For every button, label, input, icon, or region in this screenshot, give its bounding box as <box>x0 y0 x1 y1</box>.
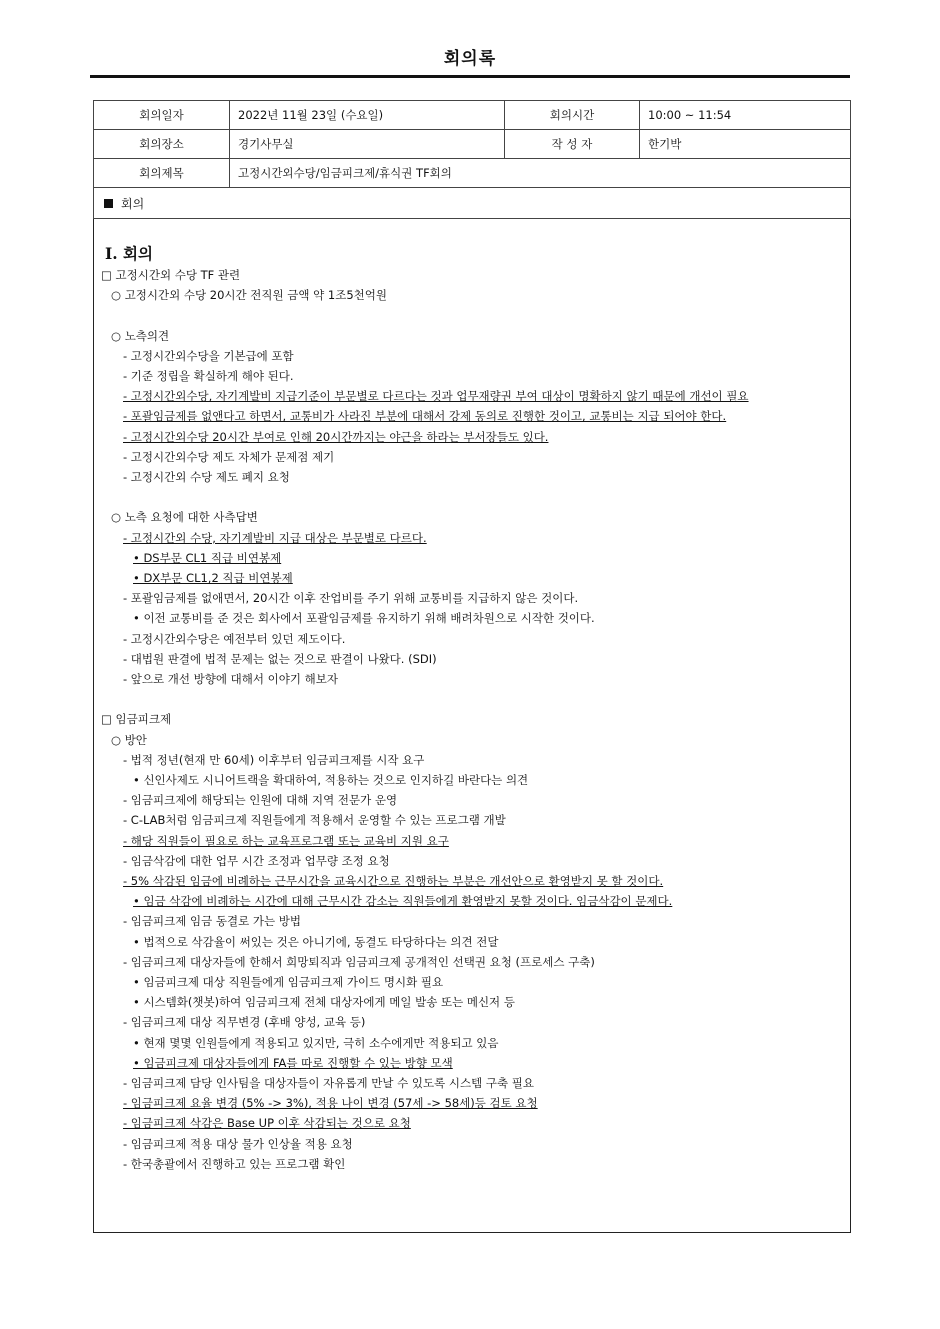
minutes-line: - 고정시간외수당 20시간 부여로 인해 20시간까지는 야근을 하라는 부서장들도 있다. <box>123 429 549 444</box>
minutes-line: • 임금 삭감에 비례하는 시간에 대해 근무시간 감소는 직원들에게 환영받지 못할 것이다. 임금삭감이 문제다. <box>133 894 673 909</box>
minutes-line: - 고정시간외수당 제도 자체가 문제점 제기 <box>123 449 335 464</box>
minutes-line: - 임금피크제 임금 동결로 가는 방법 <box>123 914 301 929</box>
meeting-info-row <box>94 159 851 188</box>
minutes-line: - 포괄임금제를 없애면서, 20시간 이후 잔업비를 주기 위해 교통비를 지급하지 않은 것이다. <box>123 591 579 606</box>
minutes-line: • 시스템화(챗봇)하여 임금피크제 전체 대상자에게 메일 발송 또는 메신저 등 <box>133 995 515 1010</box>
title-rule <box>90 75 850 78</box>
minutes-line: • DS부문 CL1 직급 비연봉제 <box>133 550 282 565</box>
minutes-line: - 고정시간외수당, 자기계발비 지급기준이 부문별로 다르다는 것과 업무재량권 부여 대상이 명확하지 않기 때문에 개선이 필요 <box>123 389 749 404</box>
minutes-line: - 임금피크제 대상자들에 한해서 희망퇴직과 임금피크제 공개적인 선택권 요청 (프로세스 구축) <box>123 954 595 969</box>
section-heading: Ⅰ. 회의 <box>105 244 153 263</box>
minutes-line: • 법적으로 삭감율이 써있는 것은 아니기에, 동결도 타당하다는 의견 전달 <box>133 934 499 949</box>
minutes-line: ○ 노측의견 <box>111 328 170 343</box>
minutes-line: - 고정시간외 수당, 자기계발비 지급 대상은 부문별로 다르다. <box>123 530 427 545</box>
subject-label: 회의제목 <box>94 159 230 188</box>
minutes-line: - 해당 직원들이 필요로 하는 교육프로그램 또는 교육비 지원 요구 <box>123 833 449 848</box>
minutes-line: - 임금삭감에 대한 업무 시간 조정과 업무량 조정 요청 <box>123 853 390 868</box>
minutes-line: - 앞으로 개선 방향에 대해서 이야기 해보자 <box>123 672 338 686</box>
minutes-line: - 포괄임금제를 없앤다고 하면서, 교통비가 사라진 부분에 대해서 강제 동의로 진행한 것이고, 교통비는 지급 되어야 한다. <box>123 409 727 424</box>
place-value: 경기사무실 <box>230 130 505 159</box>
minutes-line: ○ 고정시간외 수당 20시간 전직원 금액 약 1조5천억원 <box>111 288 387 303</box>
minutes-line: - 한국총괄에서 진행하고 있는 프로그램 확인 <box>123 1156 346 1171</box>
minutes-line: • 이전 교통비를 준 것은 회사에서 포괄임금제를 유지하기 위해 배려차원으로 시작한 것이다. <box>133 611 595 626</box>
place-label: 회의장소 <box>94 130 230 159</box>
minutes-line: • DX부문 CL1,2 직급 비연봉제 <box>133 571 293 585</box>
date-label: 회의일자 <box>94 101 230 130</box>
date-value: 2022년 11월 23일 (수요일) <box>230 101 505 130</box>
minutes-line: ○ 노측 요청에 대한 사측답변 <box>111 510 258 525</box>
minutes-line: - 5% 삭감된 임금에 비례하는 근무시간을 교육시간으로 진행하는 부분은 개선안으로 환영받지 못 할 것이다. <box>123 874 664 888</box>
minutes-line: - 임금피크제 요율 변경 (5% -> 3%), 적용 나이 변경 (57세 -> 58세)등 검토 요청 <box>123 1096 538 1111</box>
meeting-info-row <box>94 130 851 159</box>
minutes-line: - 고정시간외수당은 예전부터 있던 제도이다. <box>123 631 346 646</box>
minutes-line: - C-LAB처럼 임금피크제 직원들에게 적용해서 운영할 수 있는 프로그램 개발 <box>123 813 506 828</box>
minutes-line: • 임금피크제 대상자들에게 FA를 따로 진행할 수 있는 방향 모색 <box>133 1055 453 1070</box>
minutes-line: - 임금피크제 대상 직무변경 (후배 양성, 교육 등) <box>123 1015 366 1030</box>
black-square-icon <box>104 199 113 208</box>
writer-value: 한기박 <box>640 130 851 159</box>
minutes-line: - 임금피크제 적용 대상 물가 인상율 적용 요청 <box>123 1136 353 1151</box>
time-label: 회의시간 <box>505 101 640 130</box>
time-value: 10:00 ~ 11:54 <box>640 101 851 130</box>
minutes-line: • 현재 몇몇 인원들에게 적용되고 있지만, 극히 소수에게만 적용되고 있음 <box>133 1035 499 1050</box>
writer-label: 작 성 자 <box>505 130 640 159</box>
meeting-info-table <box>93 100 851 188</box>
minutes-line: - 임금피크제 삭감은 Base UP 이후 삭감되는 것으로 요청 <box>123 1116 411 1131</box>
minutes-line: • 신인사제도 시니어트랙을 확대하여, 적용하는 것으로 인지하길 바란다는 의견 <box>133 773 529 787</box>
minutes-line: □ 고정시간외 수당 TF 관련 <box>101 268 241 282</box>
minutes-line: - 고정시간외수당을 기본급에 포함 <box>123 348 294 363</box>
minutes-line: □ 임금피크제 <box>101 712 172 727</box>
minutes-line: • 임금피크제 대상 직원들에게 임금피크제 가이드 명시화 필요 <box>133 975 444 989</box>
meeting-info-row <box>94 101 851 130</box>
minutes-line: - 임금피크제 담당 인사팀을 대상자들이 자유롭게 만날 수 있도록 시스템 구축 필요 <box>123 1076 534 1090</box>
section-bar <box>93 188 851 219</box>
minutes-line: - 임금피크제에 해당되는 인원에 대해 지역 전문가 운영 <box>123 793 398 808</box>
minutes-line: - 고정시간외 수당 제도 폐지 요청 <box>123 470 290 484</box>
subject-value: 고정시간외수당/임금피크제/휴식권 TF회의 <box>230 159 851 188</box>
document-title: 회의록 <box>443 49 497 69</box>
minutes-line: - 법적 정년(현재 만 60세) 이후부터 임금피크제를 시작 요구 <box>123 752 425 767</box>
section-label: 회의 <box>121 196 145 211</box>
minutes-line: - 기준 정립을 확실하게 해야 된다. <box>123 369 294 383</box>
minutes-line: ○ 방안 <box>111 732 147 747</box>
minutes-line: - 대법원 판결에 법적 문제는 없는 것으로 판결이 나왔다. (SDI) <box>123 651 437 666</box>
